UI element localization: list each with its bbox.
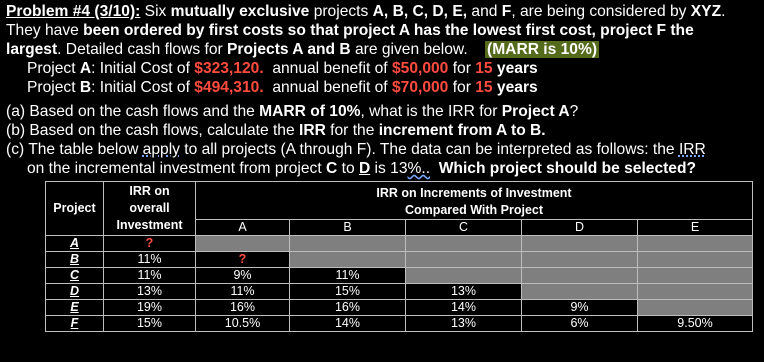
cell-empty xyxy=(638,252,753,268)
cell-inc: 16% xyxy=(290,300,406,316)
project-b-benefit: $70,000 xyxy=(391,79,449,96)
cell-empty xyxy=(522,268,638,284)
cell-inc: 15% xyxy=(290,284,406,300)
project-a-benefit: $50,000 xyxy=(391,60,449,77)
row-irr: ? xyxy=(104,236,196,252)
text-underlined: IRR xyxy=(678,141,706,158)
cell-inc: ? xyxy=(196,252,290,268)
text-bold: C xyxy=(326,160,338,177)
text: for xyxy=(448,79,476,96)
cell-empty xyxy=(522,252,638,268)
cell-inc: 9% xyxy=(196,268,290,284)
table-header xyxy=(46,182,753,220)
cell-empty xyxy=(638,300,753,316)
inc-col-header: D xyxy=(522,220,638,236)
text: : Initial Cost of xyxy=(91,60,195,77)
inc-col-header: A xyxy=(196,220,290,236)
cell-empty xyxy=(406,268,522,284)
cell-empty xyxy=(522,236,638,252)
table-row xyxy=(46,316,753,332)
text: for the xyxy=(325,122,379,139)
text: ? xyxy=(569,103,579,120)
table-row xyxy=(46,236,753,252)
text-bold: A, B, C, D, E, xyxy=(372,3,468,20)
cell-inc: 9.50% xyxy=(638,316,753,332)
inc-col-header: B xyxy=(290,220,406,236)
problem-line-3 xyxy=(6,40,599,59)
row-project: C xyxy=(46,268,104,284)
inc-col-header: E xyxy=(638,220,753,236)
text-underlined: %.. xyxy=(407,160,431,177)
header-irr-overall: IRR on overall Investment xyxy=(104,182,196,236)
marr-highlight: (MARR is 10%) xyxy=(487,41,598,58)
text: projects xyxy=(309,3,373,20)
text-bold: XYZ xyxy=(690,3,722,20)
cell-empty xyxy=(406,236,522,252)
cell-inc: 6% xyxy=(522,316,638,332)
text: , are being considered by xyxy=(511,3,691,20)
text: Six xyxy=(140,3,171,20)
header-project: Project xyxy=(46,182,104,236)
project-a-years: 15 xyxy=(475,60,493,77)
table-row xyxy=(46,268,753,284)
irr-table xyxy=(45,181,753,332)
cell-empty xyxy=(638,236,753,252)
text-bold: mutually exclusive xyxy=(170,3,310,20)
text: Project xyxy=(27,79,80,96)
text: are given below. xyxy=(350,41,485,58)
table-row xyxy=(46,252,753,268)
question-a xyxy=(6,102,578,121)
project-a-cost: $323,120. xyxy=(194,60,264,77)
cell-inc: 9% xyxy=(522,300,638,316)
text-bold: B xyxy=(79,79,92,96)
text-underlined: apply xyxy=(142,141,180,158)
header-increments-subtitle: Compared With Project xyxy=(404,203,544,217)
question-c-line-1 xyxy=(6,140,706,159)
text-bold: been ordered by first costs so that project A has the lowest first cost, project F the xyxy=(83,22,694,39)
question-c-line-2 xyxy=(27,159,696,178)
project-b-line xyxy=(27,78,538,97)
problem-line-2 xyxy=(6,21,694,40)
text-bold: MARR of 10% xyxy=(259,103,361,120)
cell-empty xyxy=(196,236,290,252)
cell-inc: 11% xyxy=(290,268,406,284)
header-increments xyxy=(196,182,753,220)
inc-col-header: C xyxy=(406,220,522,236)
text: . xyxy=(721,3,726,20)
project-b-cost: $494,310. xyxy=(194,79,264,96)
row-irr: 13% xyxy=(104,284,196,300)
row-irr: 19% xyxy=(104,300,196,316)
text: is 13 xyxy=(370,160,408,177)
row-irr: 15% xyxy=(104,316,196,332)
cell-inc: 14% xyxy=(406,300,522,316)
text: to all projects (A through F). The data can be interpreted as follows: the xyxy=(179,141,679,158)
text-bold: increment from A to B. xyxy=(378,122,546,139)
text: : Initial Cost of xyxy=(91,79,195,96)
text-bold: Project A xyxy=(501,103,570,120)
text: for xyxy=(448,60,476,77)
row-project: E xyxy=(46,300,104,316)
text: (c) The table below xyxy=(6,141,143,158)
text: (a) Based on the cash flows and the xyxy=(6,103,260,120)
cell-empty xyxy=(522,284,638,300)
cell-empty xyxy=(406,252,522,268)
text-bold: IRR xyxy=(298,122,326,139)
cell-inc: 13% xyxy=(406,284,522,300)
problem-heading: Problem #4 (3/10): xyxy=(6,3,141,20)
cell-empty xyxy=(638,284,753,300)
text: on the incremental investment from project xyxy=(27,160,327,177)
cell-inc: 14% xyxy=(290,316,406,332)
table-row xyxy=(46,300,753,316)
row-project: D xyxy=(46,284,104,300)
text-bold: D xyxy=(358,160,371,177)
row-project: A xyxy=(46,236,104,252)
project-a-line xyxy=(27,59,538,78)
row-project: B xyxy=(46,252,104,268)
text-bold: Which project should be selected? xyxy=(430,160,697,177)
text-bold: years xyxy=(492,79,538,96)
row-project: F xyxy=(46,316,104,332)
text: annual benefit of xyxy=(263,79,392,96)
cell-empty xyxy=(290,252,406,268)
cell-empty xyxy=(290,236,406,252)
text: . Detailed cash flows for xyxy=(57,41,228,58)
cell-inc: 13% xyxy=(406,316,522,332)
row-irr: 11% xyxy=(104,252,196,268)
text-bold: F xyxy=(501,3,512,20)
question-b xyxy=(6,121,546,140)
text-bold: A xyxy=(79,60,92,77)
text: and xyxy=(467,3,502,20)
cell-empty xyxy=(638,268,753,284)
text-bold: years xyxy=(492,60,538,77)
text: to xyxy=(337,160,359,177)
text: They have xyxy=(6,22,84,39)
text-bold: Projects A and B xyxy=(227,41,351,58)
text: annual benefit of xyxy=(263,60,392,77)
cell-inc: 11% xyxy=(196,284,290,300)
problem-line-1 xyxy=(6,2,725,21)
project-b-years: 15 xyxy=(475,79,493,96)
text: (b) Based on the cash flows, calculate the xyxy=(6,122,299,139)
text-bold: largest xyxy=(6,41,58,58)
cell-inc: 10.5% xyxy=(196,316,290,332)
text: , what is the IRR for xyxy=(360,103,502,120)
table-row xyxy=(46,284,753,300)
row-irr: 11% xyxy=(104,268,196,284)
cell-inc: 16% xyxy=(196,300,290,316)
text: Project xyxy=(27,60,80,77)
header-increments-title: IRR on Increments of Investment xyxy=(376,186,572,200)
